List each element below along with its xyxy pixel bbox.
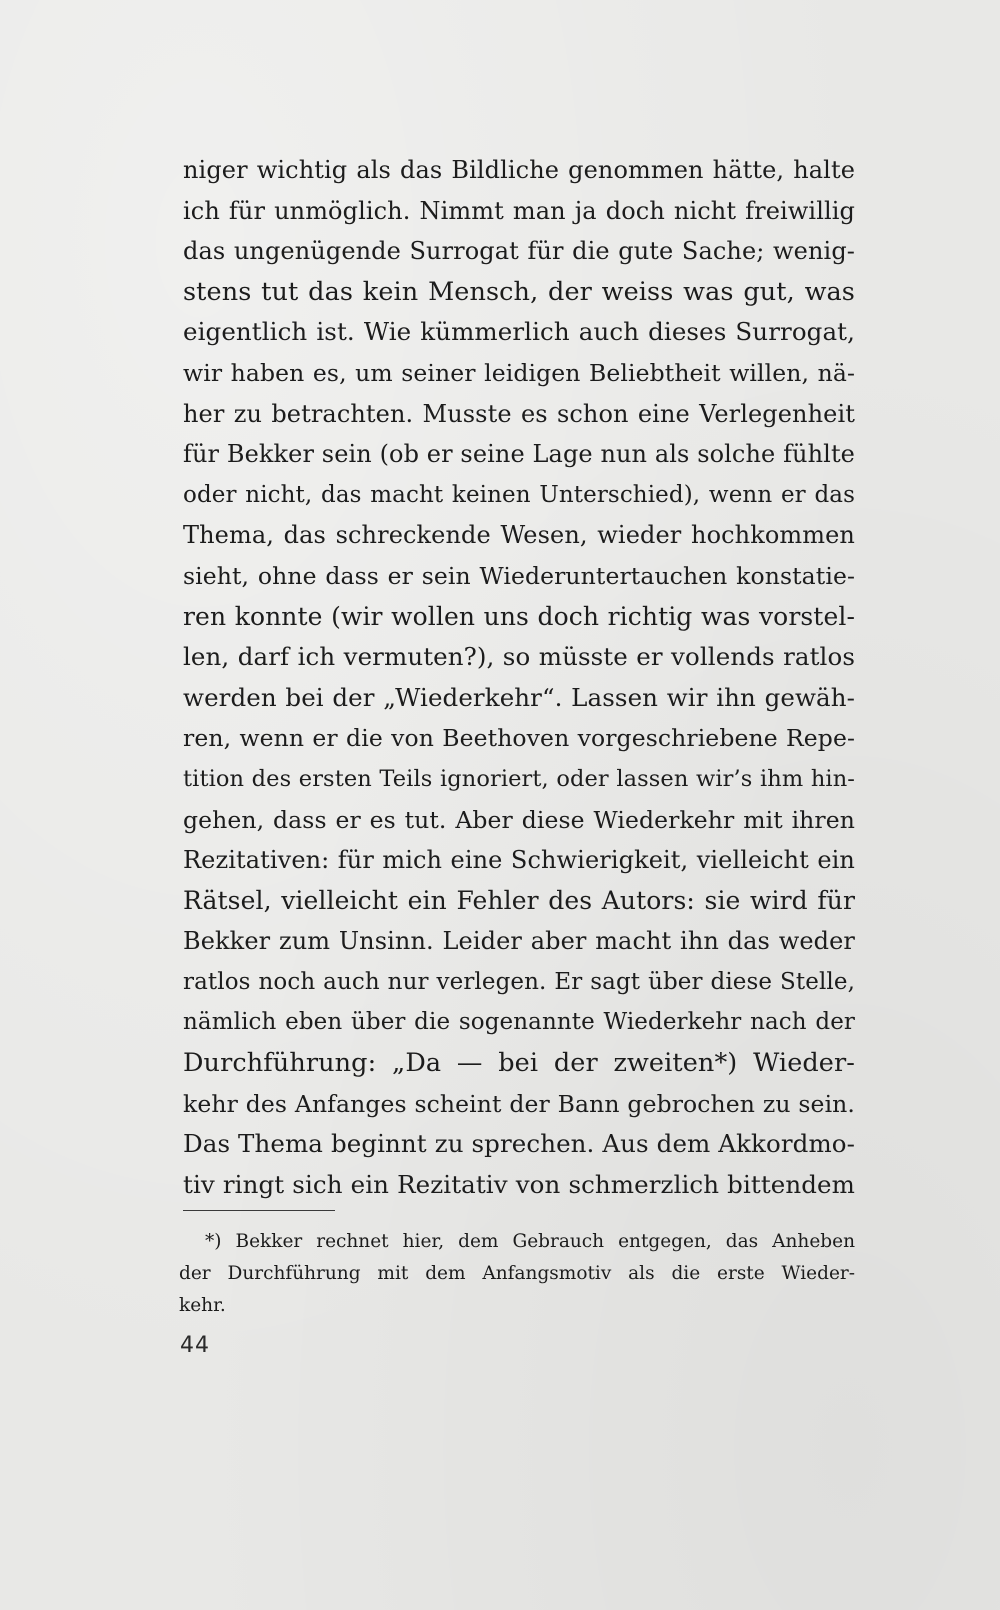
page-number: 44 [180, 1333, 210, 1358]
text-line: kehr des Anfanges scheint der Bann gebrochen zu sein. [183, 1089, 855, 1118]
text-line: tition des ersten Teils ignoriert, oder lassen wir’s ihm hin- [183, 765, 855, 792]
text-line: ratlos noch auch nur verlegen. Er sagt über diese Stelle, [183, 968, 855, 995]
text-line: oder nicht, das macht keinen Unterschied), wenn er das [183, 481, 855, 508]
text-line: Durchführung: „Da — bei der zweiten*) Wieder- [183, 1048, 855, 1079]
text-line: niger wichtig als das Bildliche genommen hätte, halte [183, 156, 855, 184]
text-line: für Bekker sein (ob er seine Lage nun als solche fühlte [183, 440, 855, 469]
text-line: wir haben es, um seiner leidigen Beliebtheit willen, nä- [183, 358, 855, 387]
footnote-separator [183, 1210, 335, 1211]
text-line: ich für unmöglich. Nimmt man ja doch nicht freiwillig [183, 196, 855, 225]
footnote [179, 1226, 855, 1322]
text-line: Bekker zum Unsinn. Leider aber macht ihn das weder [183, 927, 855, 956]
body-text [183, 150, 855, 1205]
text-line: len, darf ich vermuten?), so müsste er vollends ratlos [183, 642, 855, 672]
text-line: Rätsel, vielleicht ein Fehler des Autors: sie wird für [183, 885, 855, 915]
text-line: Thema, das schreckende Wesen, wieder hochkommen [183, 521, 855, 550]
text-line: Rezitativen: für mich eine Schwierigkeit, vielleicht ein [183, 846, 855, 875]
text-line: sieht, ohne dass er sein Wiederuntertauchen konstatie- [183, 561, 855, 590]
text-line: gehen, dass er es tut. Aber diese Wiederkehr mit ihren [183, 805, 855, 834]
text-line: ren konnte (wir wollen uns doch richtig was vorstel- [183, 601, 855, 631]
text-line: tiv ringt sich ein Rezitativ von schmerzlich bittendem [183, 1169, 855, 1199]
text-line: Das Thema beginnt zu sprechen. Aus dem Akkordmo- [183, 1129, 855, 1159]
footnote-line: der Durchführung mit dem Anfangsmotiv als die erste Wieder- [179, 1263, 855, 1284]
text-line: eigentlich ist. Wie kümmerlich auch dieses Surrogat, [183, 317, 855, 347]
text-line: her zu betrachten. Musste es schon eine Verlegenheit [183, 399, 855, 428]
footnote-line: kehr. [179, 1295, 226, 1316]
text-line: ren, wenn er die von Beethoven vorgeschriebene Repe- [183, 724, 855, 753]
text-line: werden bei der „Wiederkehr“. Lassen wir ihn gewäh- [183, 682, 855, 712]
text-line: das ungenügende Surrogat für die gute Sache; wenig- [183, 237, 855, 266]
text-line: stens tut das kein Mensch, der weiss was gut, was [183, 276, 855, 307]
footnote-line: *) Bekker rechnet hier, dem Gebrauch entgegen, das Anheben [205, 1231, 855, 1252]
text-line: nämlich eben über die sogenannte Wiederkehr nach der [183, 1009, 855, 1036]
